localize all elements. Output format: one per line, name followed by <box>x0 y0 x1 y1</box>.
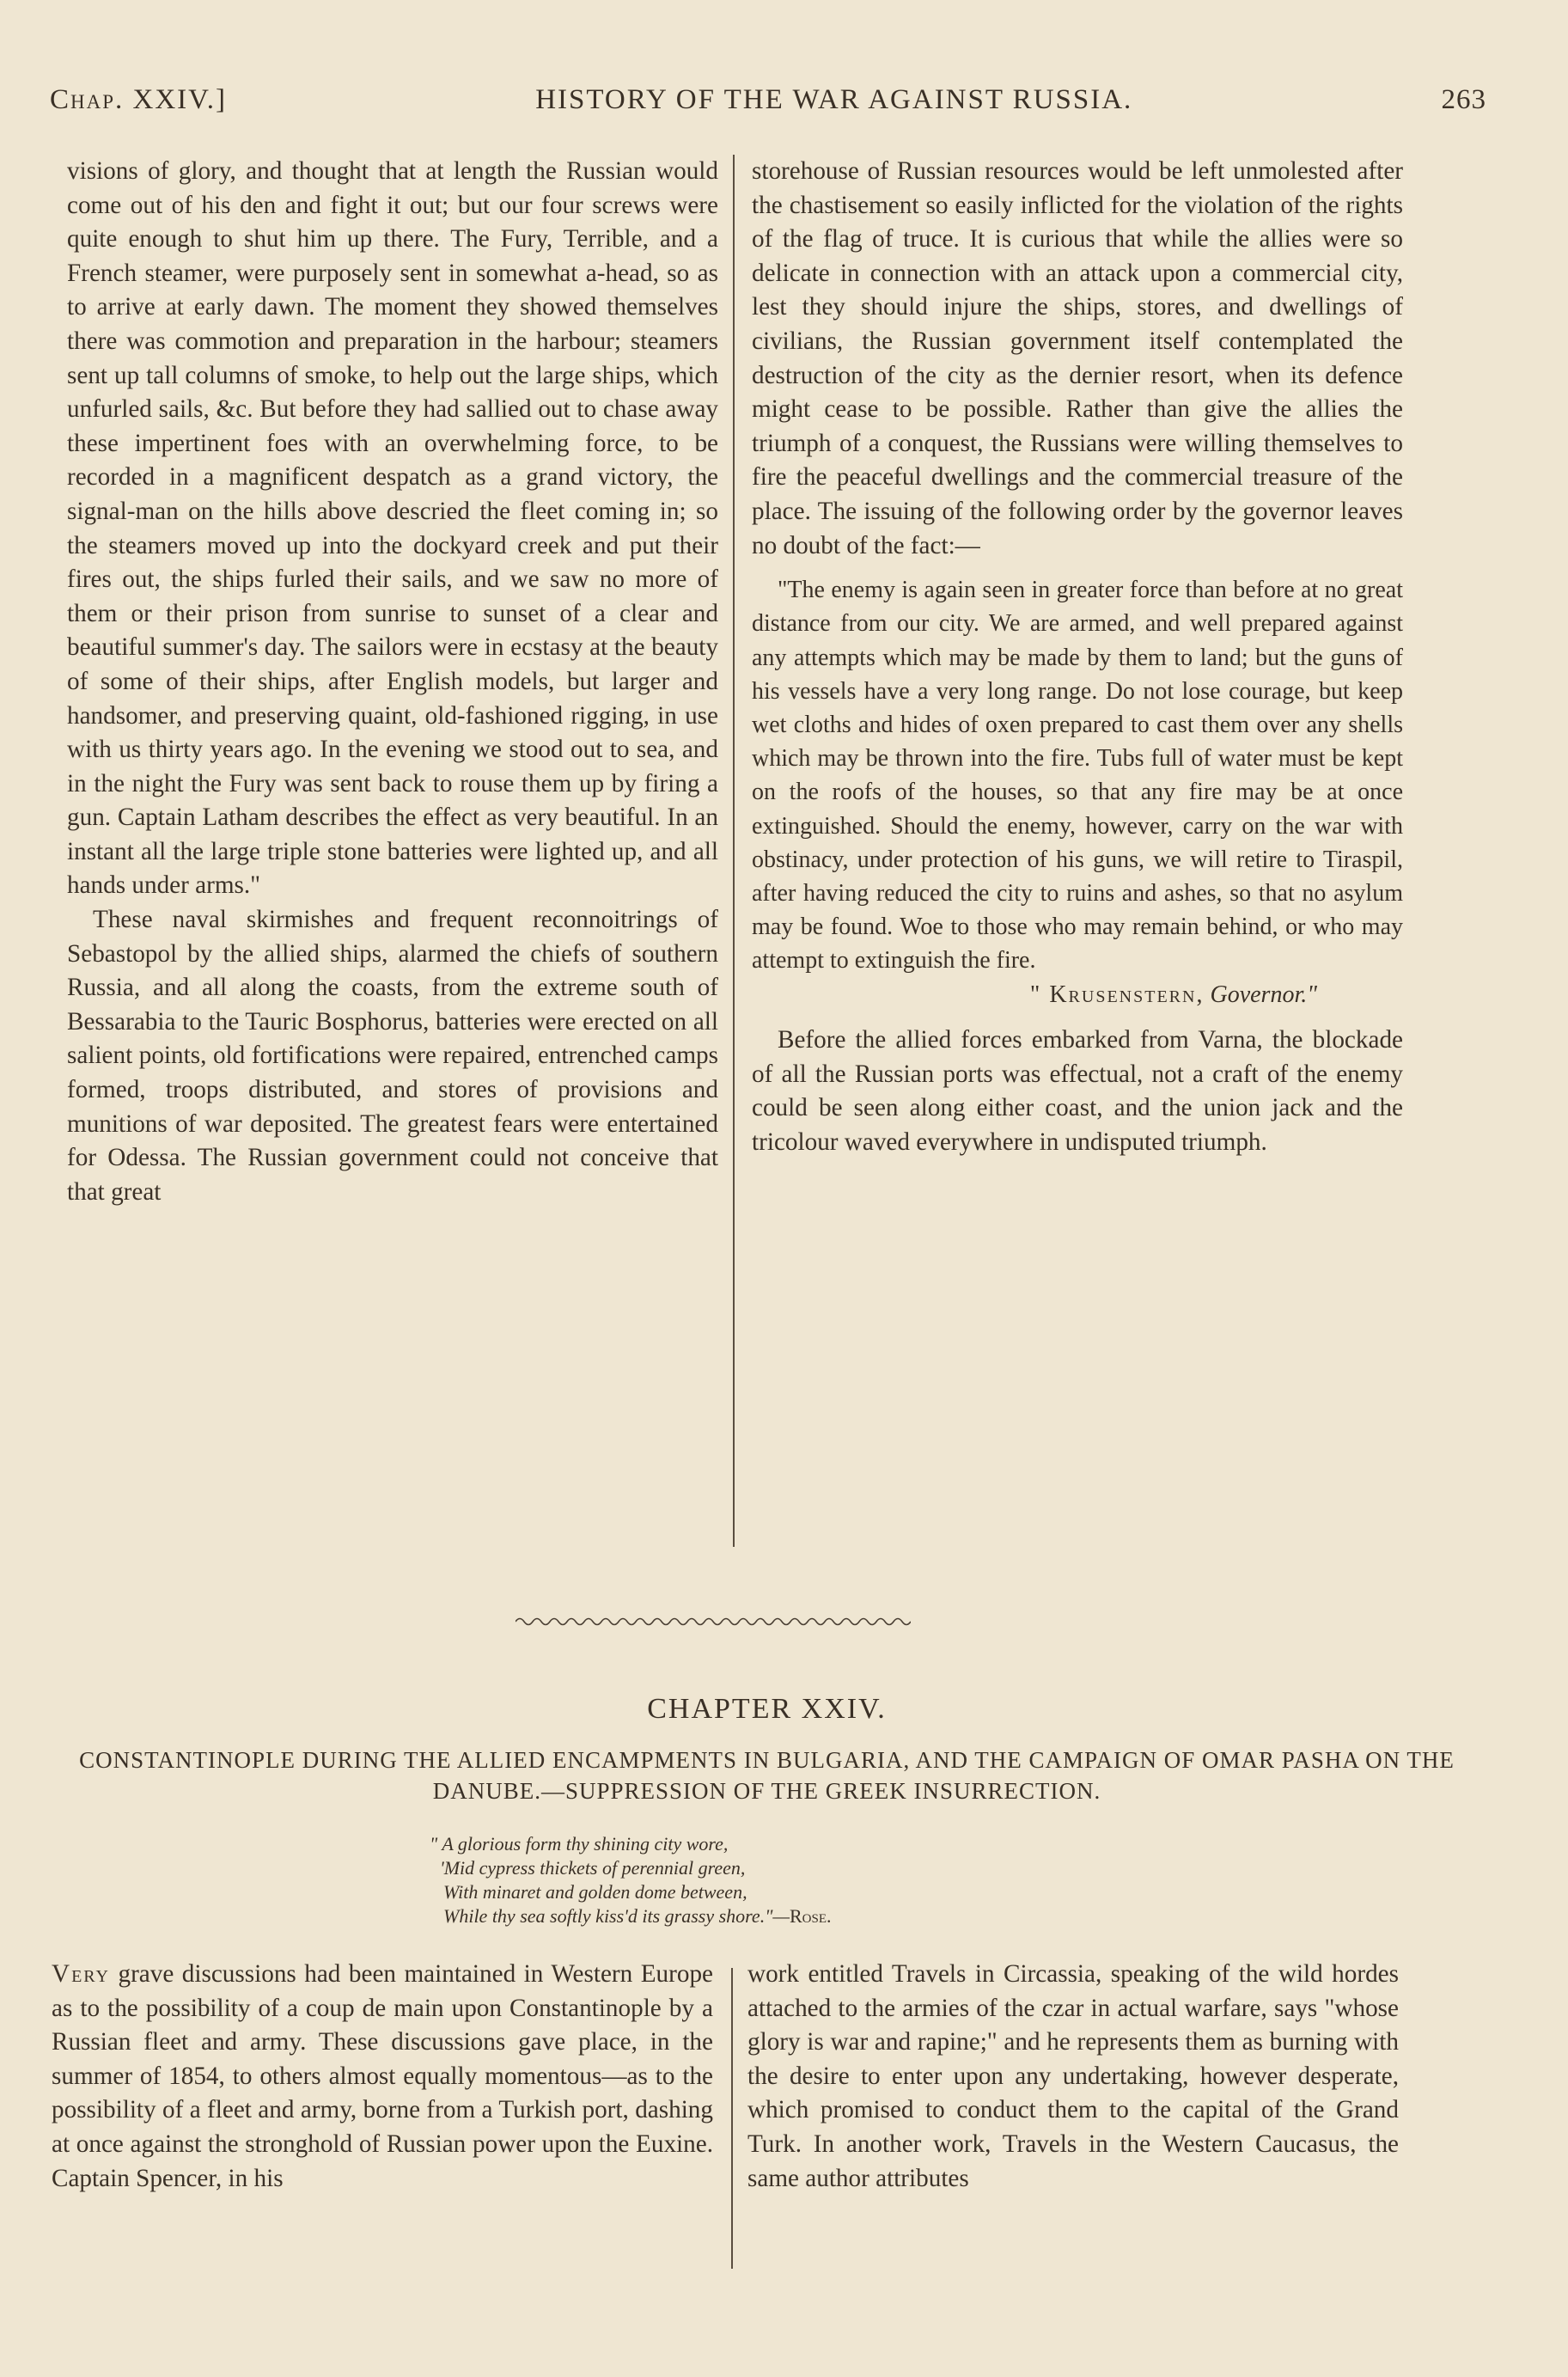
ornamental-divider <box>516 1616 911 1628</box>
right-column <box>752 155 1403 1160</box>
right-paragraph-2: Before the allied forces embarked from Varna, the blockade of all the Russian ports was effectual, not a craft of the enemy could be seen along either coast, and the union jack and the tricolour waved everywhere in undisputed triumph. <box>752 1026 1403 1156</box>
bottom-left-paragraph <box>52 1958 713 2196</box>
column-divider <box>733 155 735 1547</box>
governor-order-quote: "The enemy is again seen in greater force than before at no great distance from our city. We are armed, and well prepared against any attempts which may be made by them to land; but the guns of his vessels have a very long range. Do not lose courage, but keep wet cloths and hides of oxen prepared to cast them over any shells which may be thrown into the fire. Tubs full of water must be kept on the roofs of the houses, so that any fire may be at once extinguished. Should the enemy, however, carry on the war with obstinacy, under protection of his guns, we will retire to Tiraspil, after having reduced the city to ruins and ashes, so that no asylum may be found. Woe to those who may remain behind, or who may attempt to extinguish the fire. <box>752 577 1403 975</box>
opening-word: Very <box>52 1960 110 1988</box>
left-paragraph-2: These naval skirmishes and frequent reconnoitrings of Sebastopol by the allied ships, alarmed the chiefs of southern Russia, and all along the coasts, from the extreme south of Bessarabia to the Tauric Bosphorus, batteries were erected on all salient points, old fortifications were repaired, entrenched camps formed, troops distributed, and stores of provisions and munitions of war deposited. The greatest fears were entertained for Odessa. The Russian government could not conceive that that great <box>67 906 718 1206</box>
right-paragraph-1: storehouse of Russian resources would be left unmolested after the chastisement so easily inflicted for the violation of the rights of the flag of truce. It is curious that while the allies were so delicate in connection with an attack upon a commercial city, lest they should injure the ships, stores, and dwellings of civilians, the Russian government itself contemplated the destruction of the city as the dernier resort, when its defence might cease to be possible. Rather than give the allies the triumph of a conquest, the Russians were willing themselves to fire the peaceful dwellings and the commercial treasure of the place. The issuing of the following order by the governor leaves no doubt of the fact:— <box>752 157 1403 559</box>
left-column <box>67 155 718 1209</box>
quote-signature <box>752 978 1403 1012</box>
chapter-subtitle: CONSTANTINOPLE DURING THE ALLIED ENCAMPMENTS IN BULGARIA, AND THE CAMPAIGN OF OMAR PASHA ON THE DANUBE.—SUPPRESSION OF THE GREEK INSURRECTION. <box>79 1747 1455 1804</box>
page-number: 263 <box>1441 84 1486 115</box>
bottom-left-column <box>52 1958 713 2196</box>
bottom-right-column <box>747 1958 1399 2196</box>
epigraph-line <box>430 1904 832 1928</box>
signature-name: " Krusenstern, <box>1029 981 1205 1008</box>
epigraph <box>430 1832 832 1928</box>
epigraph-source: Rose. <box>790 1905 832 1927</box>
epigraph-line-text: While thy sea softly kiss'd its grassy shore."— <box>443 1905 790 1927</box>
chapter-heading <box>52 1693 1482 1806</box>
header-title: HISTORY OF THE WAR AGAINST RUSSIA. <box>535 84 1133 115</box>
left-paragraph-1: visions of glory, and thought that at length the Russian would come out of his den and fight it out; but our four screws were quite enough to shut him up there. The Fury, Terrible, and a French steamer, were purposely sent in somewhat a-head, so as to arrive at early dawn. The moment they showed themselves there was commotion and preparation in the harbour; steamers sent up tall columns of smoke, to help out the large ships, which unfurled sails, &c. But before they had sallied out to chase away these impertinent foes with an overwhelming force, to be recorded in a magnificent despatch as a grand victory, the signal-man on the hills above descried the fleet coming in; so the steamers moved up into the dockyard creek and put their fires out, the ships furled their sails, and we saw no more of them or their prison from sunrise to sunset of a clear and beautiful summer's day. The sailors were in ecstasy at the beauty of some of their ships, after English models, but larger and handsomer, and preserving quaint, old-fashioned rigging, in use with us thirty years ago. In the evening we stood out to sea, and in the night the Fury was sent back to rouse them up by firing a gun. Captain Latham describes the effect as very beautiful. In an instant all the large triple stone batteries were lighted up, and all hands under arms." <box>67 157 718 900</box>
signature-role: Governor." <box>1210 981 1317 1008</box>
column-divider <box>731 1968 733 2269</box>
epigraph-line: " A glorious form thy shining city wore, <box>430 1833 729 1855</box>
running-header <box>50 84 1486 129</box>
bottom-right-paragraph: work entitled Travels in Circassia, speaking of the wild hordes attached to the armies of the czar in actual warfare, says "whose glory is war and rapine;" and he represents them as burning with the desire to enter upon any undertaking, however desperate, which promised to conduct them to the capital of the Grand Turk. In another work, Travels in the Western Caucasus, the same author attributes <box>747 1960 1399 2192</box>
bottom-left-text: grave discussions had been maintained in Western Europe as to the possibility of a coup de main upon Constantinople by a Russian fleet and army. These discussions gave place, in the summer of 1854, to others almost equally momentous—as to the possibility of a fleet and army, borne from a Turkish port, dashing at once against the stronghold of Russian power upon the Euxine. Captain Spencer, in his <box>52 1960 713 2192</box>
header-chapter: Chap. XXIV.] <box>50 84 227 115</box>
epigraph-line: 'Mid cypress thickets of perennial green, <box>440 1857 746 1879</box>
chapter-title: CHAPTER XXIV. <box>647 1693 887 1725</box>
epigraph-line: With minaret and golden dome between, <box>443 1881 747 1903</box>
